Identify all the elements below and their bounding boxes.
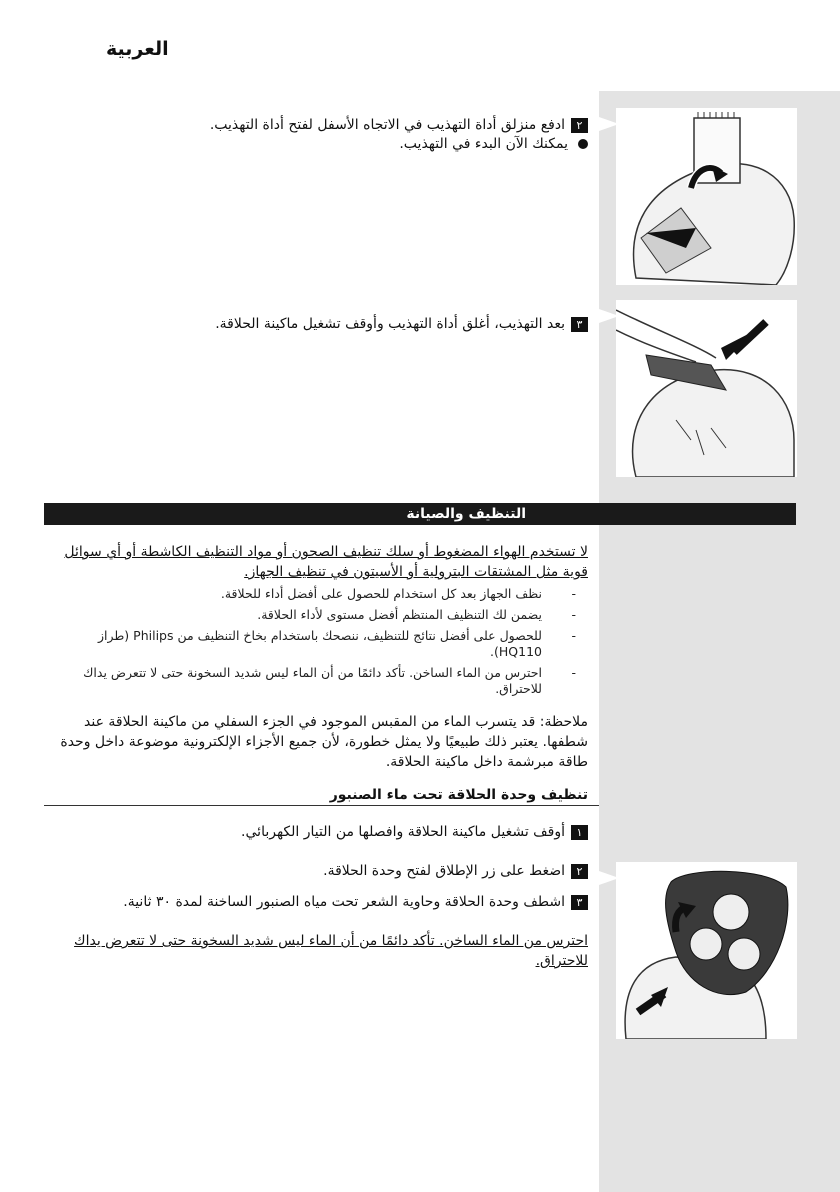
bullet-dot-icon	[578, 139, 588, 149]
step-text: اشطف وحدة الحلاقة وحاوية الشعر تحت مياه الصنبور الساخنة لمدة ٣٠ ثانية.	[123, 894, 565, 910]
trimmer-close-illustration	[616, 300, 797, 477]
trimmer-open-illustration	[616, 108, 797, 285]
bullet-note	[399, 135, 588, 154]
pointer-arrow	[599, 309, 619, 323]
step-1-bottom	[241, 823, 588, 842]
language-title: العربية	[106, 38, 169, 60]
cleaning-warning: لا تستخدم الهواء المضغوط أو سلك تنظيف الصحون أو مواد التنظيف الكاشطة أو أي سوائل قوية مثل المشتقات البترولية أو الأسيتون في تنظيف الجهاز.	[64, 544, 588, 580]
pointer-arrow	[599, 871, 619, 885]
shaving-unit-open-illustration	[616, 862, 797, 1039]
list-item: - للحصول على أفضل نتائج للتنظيف، ننصحك باستخدام بخاخ التنظيف من Philips (طراز HQ110).	[43, 628, 588, 660]
step-number: ٢	[571, 118, 588, 133]
cleaning-bullets	[43, 586, 588, 702]
pointer-arrow	[599, 117, 619, 131]
section-title: التنظيف والصيانة	[44, 503, 796, 525]
step-text: أوقف تشغيل ماكينة الحلاقة وافصلها من التيار الكهربائي.	[241, 824, 565, 840]
step-text: ادفع منزلق أداة التهذيب في الاتجاه الأسفل لفتح أداة التهذيب.	[209, 117, 565, 133]
subsection-title: تنظيف وحدة الحلاقة تحت ماء الصنبور	[329, 787, 588, 803]
step-number: ١	[571, 825, 588, 840]
step-text: اضغط على زر الإطلاق لفتح وحدة الحلاقة.	[323, 863, 565, 879]
step-text: بعد التهذيب، أغلق أداة التهذيب وأوقف تشغيل ماكينة الحلاقة.	[215, 316, 565, 332]
list-item: - احترس من الماء الساخن. تأكد دائمًا من أن الماء ليس شديد السخونة حتى لا تتعرض يداك للاحتراق.	[43, 665, 588, 697]
step-2-top	[210, 116, 588, 135]
step-number: ٣	[571, 895, 588, 910]
step-number: ٢	[571, 864, 588, 879]
divider	[44, 805, 599, 806]
hot-water-warning: احترس من الماء الساخن. تأكد دائمًا من أن الماء ليس شديد السخونة حتى لا تتعرض يداك للاحتراق.	[74, 933, 588, 969]
step-3-top	[215, 315, 588, 334]
step-2-bottom	[323, 862, 588, 881]
step-3-bottom	[123, 893, 588, 912]
note-text: ملاحظة: قد يتسرب الماء من المقبس الموجود في الجزء السفلي من ماكينة الحلاقة عند شطفها. يعتبر ذلك طبيعيًا ولا يمثل خطورة، لأن جميع الأجزاء الإلكترونية موضوعة داخل وحدة طاقة مبرشمة داخل ماكينة الحلاقة.	[60, 714, 588, 770]
list-item: - يضمن لك التنظيف المنتظم أفضل مستوى لأداء الحلاقة.	[43, 607, 588, 623]
list-item: - نظف الجهاز بعد كل استخدام للحصول على أفضل أداء للحلاقة.	[43, 586, 588, 602]
bullet-text: يمكنك الآن البدء في التهذيب.	[399, 136, 568, 152]
step-number: ٣	[571, 317, 588, 332]
